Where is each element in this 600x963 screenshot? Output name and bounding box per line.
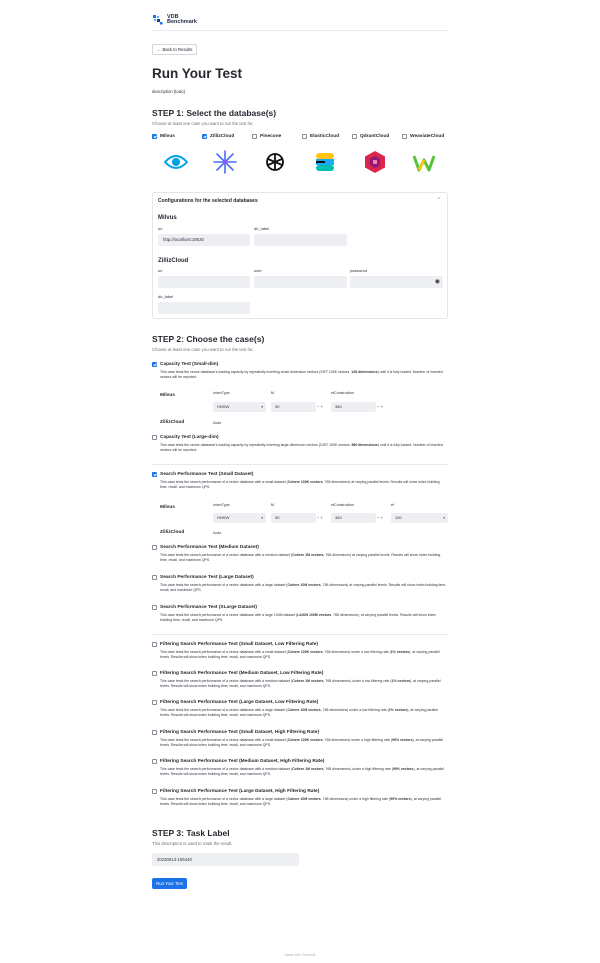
chevron-down-icon: ▾ [261, 405, 263, 409]
ef-construction-stepper[interactable]: − + [377, 404, 383, 409]
case-description: This case tests the search performance of a vector database with a small dataset (Cohere 100K vectors, 768 dimensions) under a low filtering rate (1% vectors), at varying parallel levels. Results will show index building time, recall, and maximum QPS. [160, 650, 440, 660]
m-input[interactable]: 30 [271, 402, 316, 412]
zilliz-uri-input[interactable] [158, 276, 250, 288]
ef-construction-label: efConstruction [331, 391, 355, 395]
case-title: Search Performance Test (XLarge Dataset) [160, 605, 257, 610]
case-filter-large-high [152, 789, 448, 807]
db-label: QdrantCloud [360, 134, 390, 139]
case-title: Filtering Search Performance Test (Small Dataset, Low Filtering Rate) [160, 642, 318, 647]
case-capacity-small [152, 362, 448, 380]
checkbox-checked[interactable] [202, 134, 207, 139]
case-checkbox[interactable] [152, 605, 448, 610]
zilliz-auto-value: Auto [213, 420, 222, 425]
zilliz-password-input[interactable] [350, 276, 443, 288]
section-divider [152, 634, 448, 635]
checkbox[interactable] [152, 671, 157, 676]
db-label: Milvus [160, 134, 175, 139]
db-label: ElasticCloud [310, 134, 340, 139]
chevron-down-icon: ▾ [443, 516, 445, 520]
checkbox-checked[interactable] [152, 472, 157, 477]
case-checkbox[interactable] [152, 642, 448, 647]
case-capacity-large [152, 435, 448, 453]
index-type-select[interactable]: HNSW ▾ [213, 402, 266, 412]
milvus-db-label-input[interactable] [254, 234, 347, 246]
case-filter-small-high [152, 730, 448, 748]
case-title: Capacity Test (Large-dim) [160, 435, 219, 440]
config-db-name: ZillizCloud [160, 530, 185, 535]
pinecone-icon [263, 150, 287, 174]
checkbox[interactable] [152, 435, 157, 440]
zilliz-user-label: user [254, 268, 262, 273]
config-panel-title: Configurations for the selected databases [158, 198, 258, 204]
db-checkbox-zillizcloud[interactable] [202, 134, 234, 139]
step2-title: STEP 2: Choose the case(s) [152, 334, 265, 344]
chevron-up-icon[interactable]: ⌃ [436, 197, 441, 203]
ef-label: ef [391, 503, 394, 507]
case-filter-medium-high [152, 759, 448, 777]
case-description: This case tests the search performance of a vector database with a large dataset (Cohere 10M vectors, 768 dimensions) under a low filtering rate (1% vectors), at varying parallel levels. Results will show index building time, recall, and maximum QPS. [160, 708, 438, 718]
case-search-small [152, 472, 448, 490]
db-checkbox-weaviatecloud[interactable] [402, 134, 444, 139]
step1-subtitle: Choose at least one case you want to run the test for. [152, 121, 254, 126]
index-type-label: IndexType [213, 503, 230, 507]
db-label: WeaviateCloud [410, 134, 445, 139]
case-description: This case tests the search performance of a vector database with a medium dataset (Cohere 1M vectors, 768 dimensions) at varying parallel levels. Results will show index building time, recall, and maximum QPS. [160, 553, 441, 563]
case-title: Capacity Test (Small-dim) [160, 362, 219, 367]
case-checkbox[interactable] [152, 575, 448, 580]
zilliz-uri-label: uri [158, 268, 163, 273]
task-label-input[interactable]: 20230613-185440 [152, 853, 299, 866]
case-description: This case tests the vector database's loading capacity by repeatedly inserting large-dimension vectors (GIST 100K vectors, 960 dimensions) until it is fully loaded. Number of inserted vectors will be reported. [160, 443, 443, 453]
back-to-results-button[interactable]: ← Back to Results [152, 44, 197, 55]
brand-line2: Benchmark [167, 19, 197, 25]
milvus-uri-label: uri [158, 226, 163, 231]
page-description: description [todo] [152, 89, 185, 94]
brand-line1: VDB [167, 13, 179, 20]
case-description: This case tests the search performance of a vector database with a large dataset (Cohere 10M vectors, 768 dimensions) at varying parallel levels. Results will show index building time, recall, and maximum QPS. [160, 583, 447, 593]
case-checkbox[interactable] [152, 435, 448, 440]
case-checkbox[interactable] [152, 759, 448, 764]
eye-icon[interactable]: ◉ [434, 279, 440, 285]
case-description: This case tests the search performance of a vector database with a medium dataset (Cohere 1M vectors, 768 dimensions) under a low filtering rate (1% vectors), at varying parallel levels. Results will show index building time, recall, and maximum QPS. [160, 679, 441, 689]
brand-logo[interactable] [152, 14, 197, 26]
index-type-label: IndexType [213, 391, 230, 395]
milvus-uri-input[interactable]: http://localhost:19530 [158, 234, 250, 246]
checkbox[interactable] [152, 730, 157, 735]
run-test-button[interactable]: Run Your Test [152, 878, 187, 889]
index-type-select[interactable]: HNSW ▾ [213, 513, 266, 523]
page-title: Run Your Test [152, 66, 243, 81]
database-selector [152, 134, 448, 142]
m-input[interactable]: 30 [271, 513, 316, 523]
case-checkbox[interactable] [152, 545, 448, 550]
case-filter-medium-low [152, 671, 448, 689]
zilliz-user-input[interactable] [254, 276, 347, 288]
checkbox-checked[interactable] [152, 362, 157, 367]
checkbox[interactable] [252, 134, 257, 139]
config-db-name: Milvus [160, 505, 175, 510]
milvus-config-heading: Milvus [158, 215, 177, 221]
ef-construction-stepper[interactable]: − + [377, 515, 383, 520]
case-filter-large-low [152, 700, 448, 718]
checkbox[interactable] [152, 789, 157, 794]
elastic-icon [313, 150, 337, 174]
checkbox[interactable] [152, 700, 157, 705]
checkbox[interactable] [152, 642, 157, 647]
m-stepper[interactable]: − + [317, 515, 323, 520]
db-checkbox-qdrantcloud[interactable] [352, 134, 389, 139]
step2-subtitle: Choose at least one case you want to run the test for. [152, 347, 254, 352]
checkbox[interactable] [152, 575, 157, 580]
db-checkbox-milvus[interactable] [152, 134, 175, 139]
case-description: This case tests the vector database's loading capacity by repeatedly inserting small-dimension vectors (SIFT 100K vectors, 128 dimensions) until it is fully loaded. Number of inserted vectors will be reported. [160, 370, 443, 380]
milvus-eye-icon [164, 150, 188, 174]
case-description: This case tests the search performance of a vector database with a medium dataset (Cohere 1M vectors, 768 dimensions) under a high filtering rate (99% vectors), at varying parallel levels. Results will show index building time, recall, and maximum QPS. [160, 767, 444, 777]
header-divider [152, 30, 448, 31]
zilliz-password-label: password [350, 268, 368, 273]
case-title: Filtering Search Performance Test (Large Dataset, Low Filtering Rate) [160, 700, 319, 705]
config-db-name: Milvus [160, 393, 175, 398]
zilliz-star-icon [213, 150, 237, 174]
case-checkbox[interactable] [152, 362, 448, 367]
case-description: This case tests the search performance of a vector database with a small dataset (Cohere 100K vectors, 768 dimensions) at varying parallel levels. Results will show index building time, recall, and maximum QPS. [160, 480, 440, 490]
vdb-logo-icon [152, 14, 164, 26]
step3-subtitle: This description is used to mark the result. [152, 841, 233, 846]
case-search-xlarge [152, 605, 448, 623]
case-description: This case tests the search performance of a vector database with a large dataset (Cohere 10M vectors, 768 dimensions) under a high filtering rate (99% vectors), at varying parallel levels. Results will show index building time, recall, and maximum QPS. [160, 797, 442, 807]
case-title: Filtering Search Performance Test (Medium Dataset, High Filtering Rate) [160, 759, 325, 764]
m-stepper[interactable]: − + [317, 404, 323, 409]
case-checkbox[interactable] [152, 789, 448, 794]
db-config-panel [152, 192, 448, 319]
case-checkbox[interactable] [152, 472, 448, 477]
ef-select[interactable]: 100 ▾ [391, 513, 448, 523]
zilliz-config-heading: ZillizCloud [158, 258, 189, 264]
zilliz-auto-value: Auto [213, 530, 222, 535]
case-title: Search Performance Test (Small Dataset) [160, 472, 254, 477]
zilliz-db-label-input[interactable] [158, 302, 250, 314]
case-checkbox[interactable] [152, 671, 448, 676]
case-search-large [152, 575, 448, 593]
case-description: This case tests the search performance of a vector database with a large 100M dataset (LAION 100M vectors, 768 dimensions), at varying parallel levels. Results will show index building time, recall, and maximum QPS. [160, 613, 437, 623]
checkbox[interactable] [352, 134, 357, 139]
config-db-name: ZillizCloud [160, 420, 185, 425]
case-title: Filtering Search Performance Test (Small Dataset, High Filtering Rate) [160, 730, 320, 735]
brand-name [167, 15, 197, 26]
checkbox[interactable] [152, 545, 157, 550]
weaviate-icon [412, 150, 436, 174]
case-title: Filtering Search Performance Test (Large Dataset, High Filtering Rate) [160, 789, 320, 794]
section-divider [152, 464, 448, 465]
db-label: Pinecone [260, 134, 282, 139]
step3-title: STEP 3: Task Label [152, 828, 230, 838]
checkbox[interactable] [302, 134, 307, 139]
qdrant-icon [363, 150, 387, 174]
db-label: ZillizCloud [210, 134, 235, 139]
ef-construction-label: efConstruction [331, 503, 355, 507]
case-title: Search Performance Test (Medium Dataset) [160, 545, 259, 550]
case-checkbox[interactable] [152, 730, 448, 735]
step1-title: STEP 1: Select the database(s) [152, 108, 277, 118]
case-filter-small-low [152, 642, 448, 660]
checkbox[interactable] [152, 759, 157, 764]
case-checkbox[interactable] [152, 700, 448, 705]
chevron-down-icon: ▾ [261, 516, 263, 520]
checkbox-checked[interactable] [152, 134, 157, 139]
db-checkbox-pinecone[interactable] [252, 134, 281, 139]
m-label: M [271, 391, 274, 395]
db-checkbox-elasticcloud[interactable] [302, 134, 339, 139]
checkbox[interactable] [152, 605, 157, 610]
case-title: Search Performance Test (Large Dataset) [160, 575, 254, 580]
milvus-db-label-label: db_label [254, 226, 270, 231]
checkbox[interactable] [402, 134, 407, 139]
footer-text[interactable]: Made with Streamlit [284, 953, 316, 957]
ef-construction-input[interactable]: 360 [331, 402, 376, 412]
m-label: M [271, 503, 274, 507]
ef-construction-input[interactable]: 360 [331, 513, 376, 523]
case-description: This case tests the search performance of a vector database with a small dataset (Cohere 100K vectors, 768 dimensions) under a high filtering rate (99% vectors), at varying parallel levels. Results will show index building time, recall, and maximum QPS. [160, 738, 444, 748]
case-title: Filtering Search Performance Test (Medium Dataset, Low Filtering Rate) [160, 671, 324, 676]
zilliz-db-label-label: db_label [158, 294, 174, 299]
case-search-medium [152, 545, 448, 563]
